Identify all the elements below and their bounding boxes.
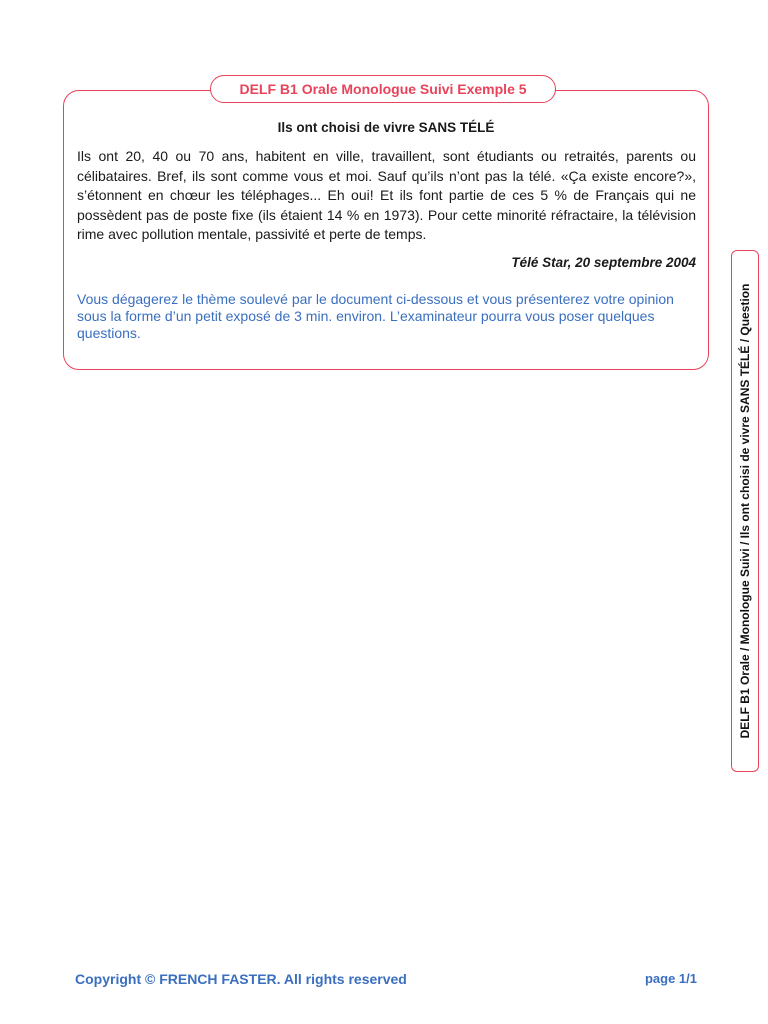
page-number: page 1/1 xyxy=(644,971,697,986)
task-instructions: Vous dégagerez le thème soulevé par le document ci-dessous et vous présenterez votre opinion sous la forme d’un petit exposé de 3 min. environ. L’examinateur pourra vous poser quelques questions. xyxy=(77,291,674,341)
article-source: Télé Star, 20 septembre 2004 xyxy=(511,255,696,270)
document-title: Ils ont choisi de vivre SANS TÉLÉ xyxy=(277,120,495,135)
article-text: Ils ont 20, 40 ou 70 ans, habitent en ville, travaillent, sont étudiants ou retraités, parents ou célibataires. Bref, ils sont comme vous et moi. Sauf qu’ils n’ont pas la télé. «Ça existe encore?», s’étonnent en chœur les téléphages... Eh oui! Et ils font partie de ces 5 % de Français qui ne possèdent pas de poste fixe (ils étaient 14 % en 1973). Pour cette minorité réfractaire, la télévision rime avec pollution mentale, passivité et perte de temps. xyxy=(77,148,696,243)
header-title: DELF B1 Orale Monologue Suivi Exemple 5 xyxy=(210,75,556,103)
side-tab-label: DELF B1 Orale / Monologue Suivi / Ils ont choisi de vivre SANS TÉLÉ / Question xyxy=(738,283,752,739)
footer-copyright: Copyright © FRENCH FASTER. All rights reserved xyxy=(75,971,407,987)
